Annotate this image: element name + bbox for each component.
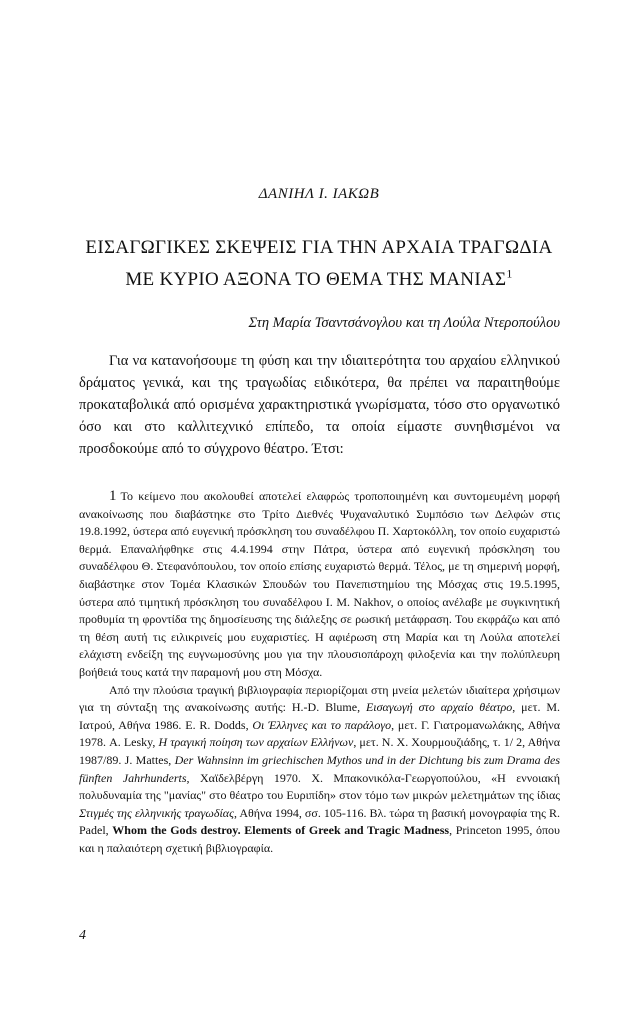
author-name: ΔΑΝΙΗΛ Ι. ΙΑΚΩΒ: [258, 186, 380, 202]
title-line-2-text: ΜΕ ΚΥΡΙΟ ΑΞΟΝΑ ΤΟ ΘΕΜΑ ΤΗΣ ΜΑΝΙΑΣ: [125, 269, 507, 290]
footnote-marker: 1: [109, 488, 117, 504]
fn2-italic-4: Der Wahnsinn im griechischen Mythos und in der Dichtung bis zum Drama des fünften Jahrhunderts,: [79, 752, 560, 785]
title-line-2: [40, 264, 598, 296]
footnote-paragraph-2: [79, 682, 560, 858]
footnote-paragraph-1: [79, 488, 560, 682]
fn2-italic-3: Η τραγική ποίηση των αρχαίων Ελλήνων: [158, 735, 354, 750]
footnotes: [79, 488, 560, 857]
page-number: 4: [79, 928, 86, 943]
fn2-italic-5: Στιγμές της ελληνικής τραγωδίας: [79, 805, 234, 820]
dedication: Στη Μαρία Τσαντσάνογλου και τη Λούλα Ντεροπούλου: [248, 315, 560, 331]
fn2-text-7: , Princeton 1995, όπου και η παλαιότερη σχετική βιβλιογραφία.: [79, 823, 560, 855]
fn2-text-5: Χαϊδελβέργη 1970. Χ. Μπακονικόλα-Γεωργοπούλου, «Η εννοιακή πολυδυναμία της "μανίας" στο θέατρο του Ευριπίδη» στον τόμο των μικρών μελετημάτων της ίδιας: [79, 770, 560, 803]
title-line-1: ΕΙΣΑΓΩΓΙΚΕΣ ΣΚΕΨΕΙΣ ΓΙΑ ΤΗΝ ΑΡΧΑΙΑ ΤΡΑΓΩΔΙΑ: [85, 237, 553, 258]
body-paragraph-1: Για να κατανοήσουμε τη φύση και την ιδιαιτερότητα του αρχαίου ελληνικού δράματος γενικά, και της τραγωδίας ειδικότερα, θα πρέπει να παραιτηθούμε προκαταβολικά από ορισμένα χαρακτηριστικά γνωρίσματα, τόσο στο οργανωτικό όσο και στο καλλιτεχνικό επίπεδο, τα οποία είμαστε συνηθισμένοι να προσδοκούμε από το σύγχρονο θέατρο. Έτσι:: [79, 353, 560, 457]
fn2-italic-2: Οι Έλληνες και το παράλογο: [252, 717, 392, 732]
fn2-italic-1: Εισαγωγή στο αρχαίο θέατρο: [365, 700, 513, 715]
fn2-bold-1: Whom the Gods destroy. Elements of Greek and Tragic Madness: [112, 823, 450, 838]
article-title: [40, 232, 598, 296]
footnote-text-1: Το κείμενο που ακολουθεί αποτελεί ελαφρώς τροποποιημένη και συντομευμένη μορφή ανακοίνωσης που διαβάστηκε στο Τρίτο Διεθνές Ψυχαναλυτικό Συμπόσιο των Δελφών στις 19.8.1992, ύστερα από ευγενική πρόσκληση του συναδέλφου Π. Χαρτοκόλλη, τον οποίο ευχαριστώ θερμά. Επαναλήφθηκε στις 4.4.1994 στην Πάτρα, ύστερα από ευγενική πρόσκληση του συναδέλφου Θ. Στεφανόπουλου, τον οποίο επίσης ευχαριστώ θερμά. Τέλος, με τη σημερινή μορφή, διαβάστηκε στον Τομέα Κλασικών Σπουδών του Πανεπιστημίου της Μόσχας στις 19.5.1995, ύστερα από τιμητική πρόσκληση του συναδέλφου I. M. Nakhov, ο οποίος ανέλαβε με συγκινητική προθυμία τη φροντίδα της δημοσίευσης της διάλεξης σε ρωσική μετάφραση. Του εκφράζω και από τη θέση αυτή τις ειλικρινείς μου ευχαριστίες. Η αφιέρωση στη Μαρία και τη Λούλα αποτελεί ελάχιστη ενδείξη της ευγνωμοσύνης μου για την πλουσιοπάροχη φιλοξενία και την πολύπλευρη βοήθειά τους κατά την παραμονή μου στη Μόσχα.: [79, 489, 560, 679]
fn2-text-1: Από την πλούσια τραγική βιβλιογραφία περιορίζομαι στη μνεία μελετών ιδιαίτερα χρήσιμων για τη σύνταξη της ανακοίνωσης αυτής: H.-D. Blume,: [79, 682, 560, 715]
fn2-text-2: , μετ. Μ. Ιατρού, Αθήνα 1986. E. R. Dodds,: [79, 700, 561, 732]
fn2-text-4: , μετ. Ν. Χ. Χουρμουζιάδης, τ. 1/ 2, Αθήνα 1987/89. J. Mattes,: [79, 735, 560, 767]
title-footnote-ref[interactable]: 1: [506, 266, 513, 281]
fn2-text-6: , Αθήνα 1994, σσ. 105-116. Βλ. τώρα τη βασική μονογραφία της R. Padel,: [79, 805, 560, 838]
fn2-text-3: , μετ. Γ. Γιατρομανωλάκης, Αθήνα 1978. A. Lesky,: [79, 717, 560, 750]
